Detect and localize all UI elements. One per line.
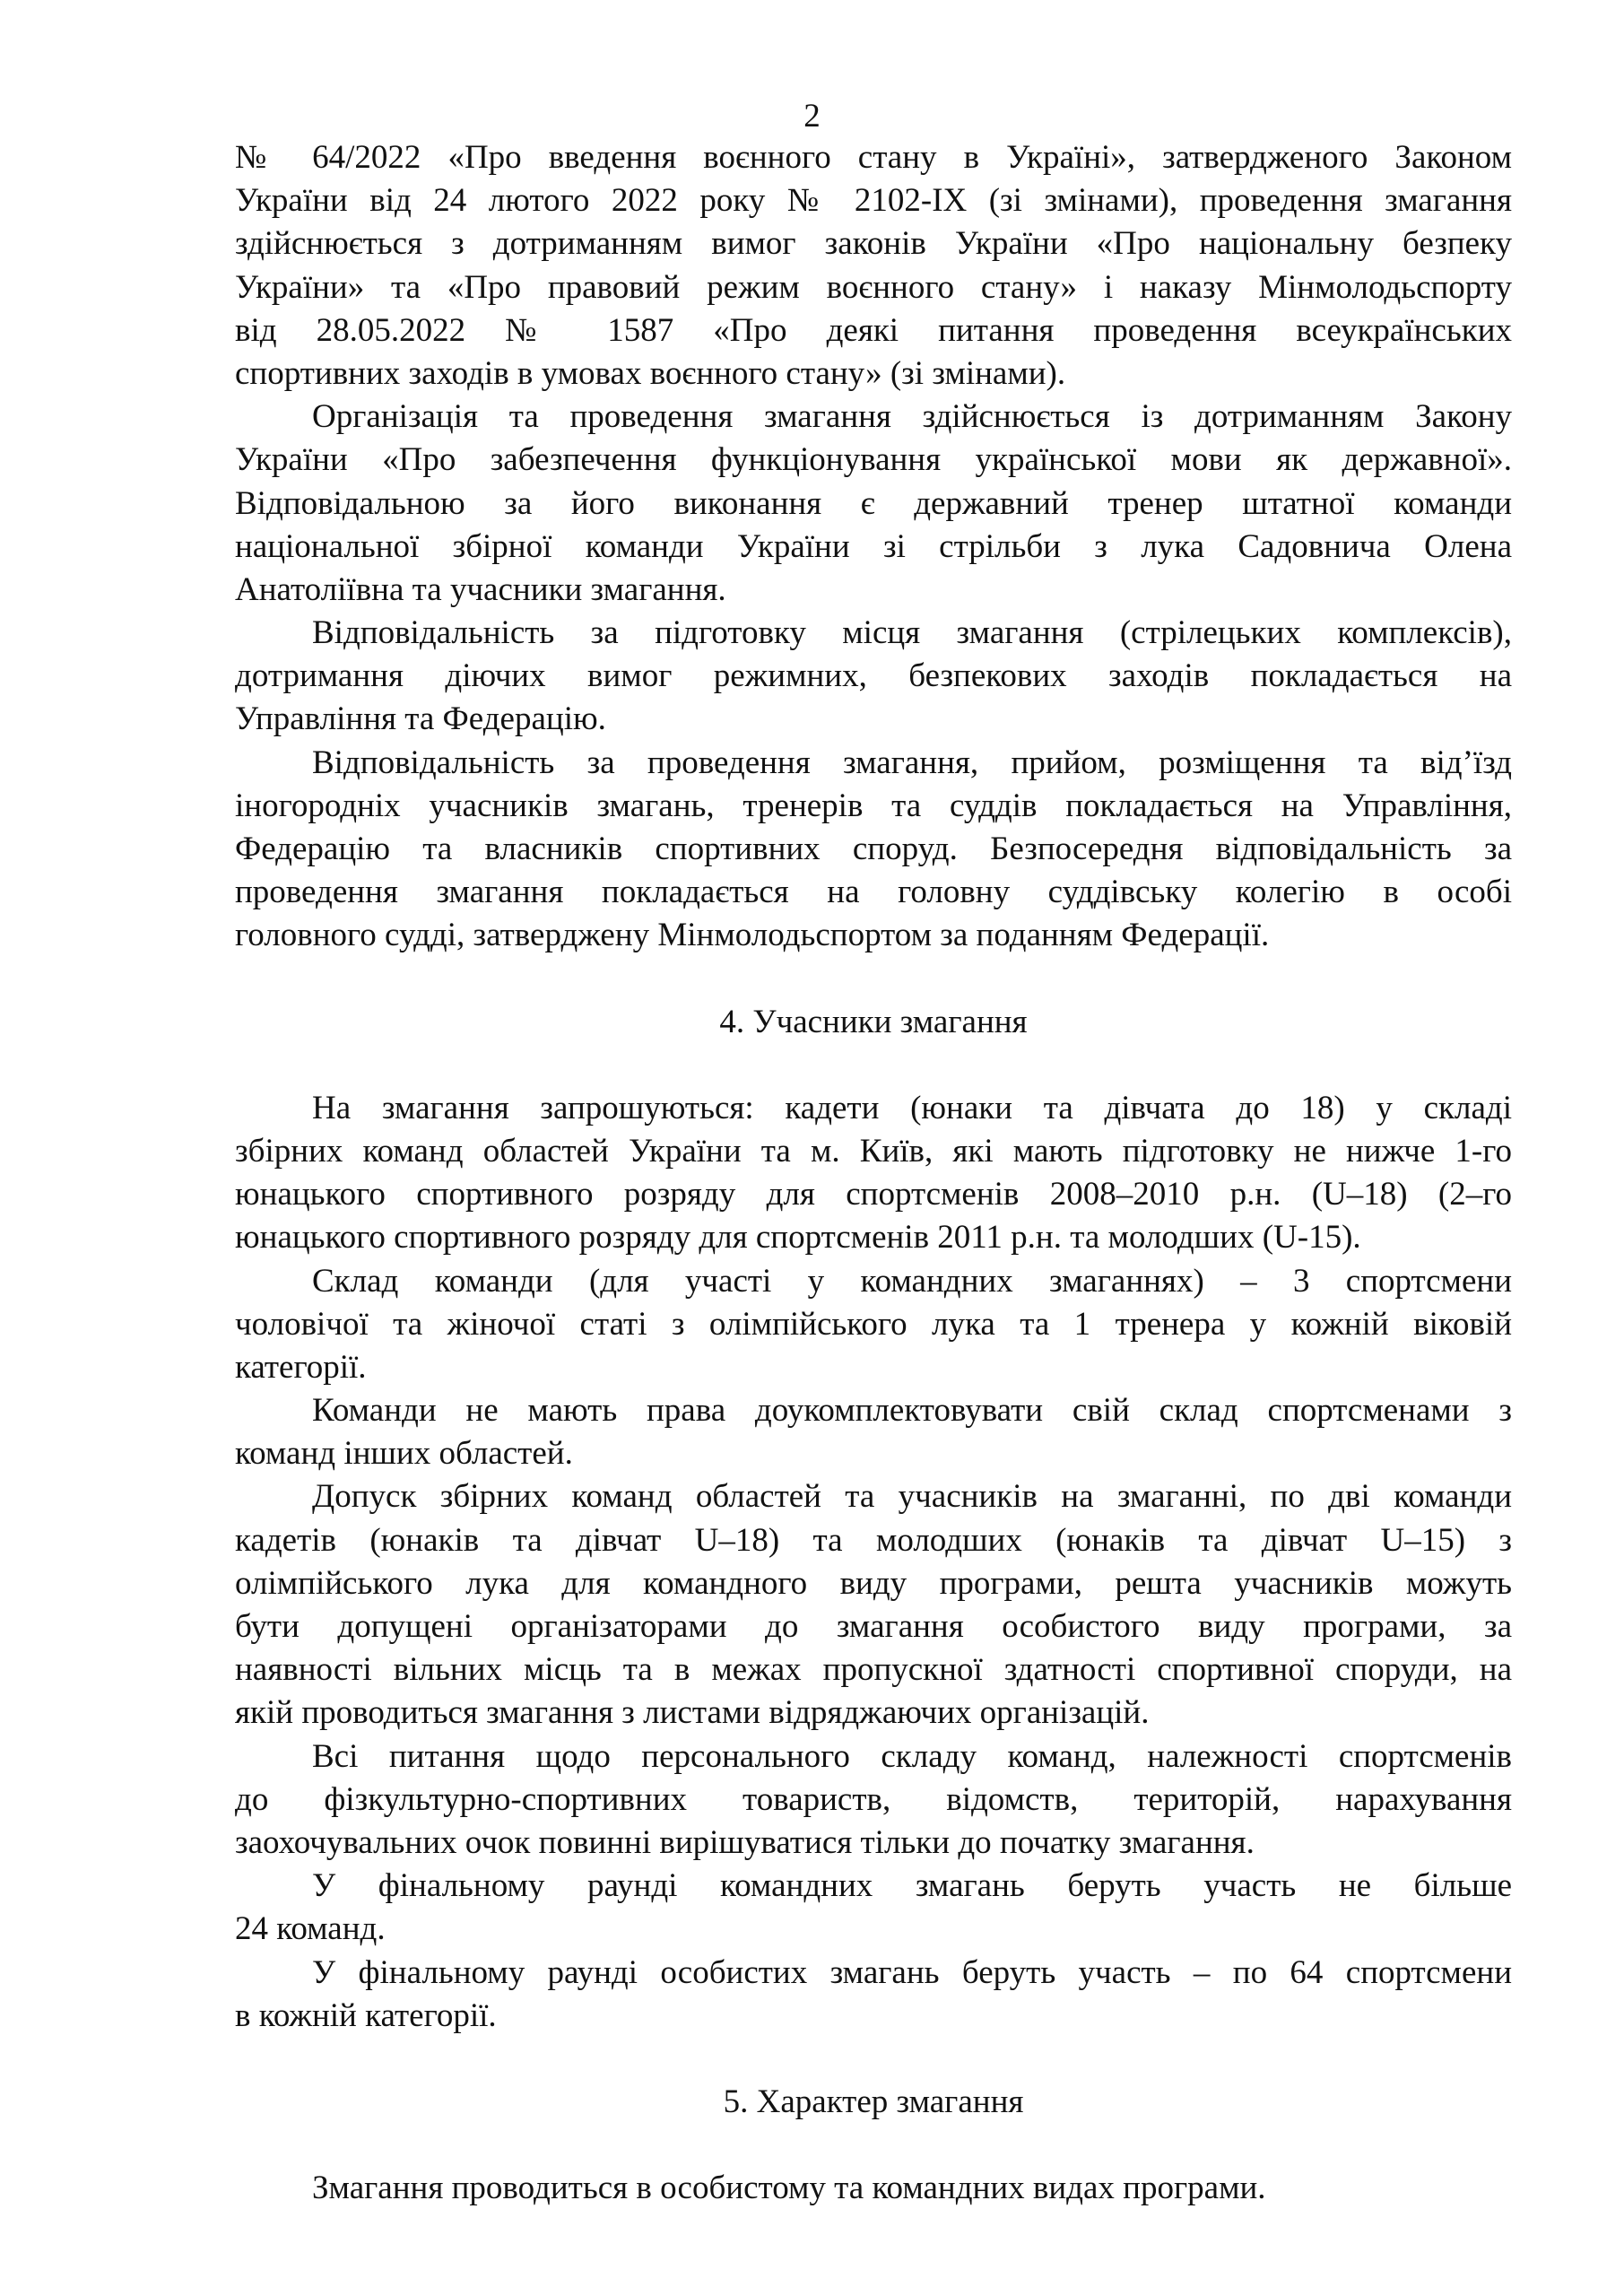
text-line: Федерацію та власників спортивних споруд. Безпосередня відповідальність за	[235, 831, 1512, 867]
page-number: 2	[803, 98, 821, 135]
paragraph	[235, 1260, 1512, 1390]
text-line: Всі питання щодо персонального складу команд, належності спортсменів	[312, 1737, 1512, 1775]
text-line: Команди не мають права доукомплектовувати свій склад спортсменами з	[312, 1392, 1512, 1430]
text-line: спортивних заходів в умовах воєнного стану» (зі змінами).	[235, 354, 1066, 392]
text-line: Склад команди (для участі у командних змаганнях) – 3 спортсмени	[312, 1262, 1512, 1300]
document-body	[235, 136, 1512, 2210]
text-line: України» та «Про правовий режим воєнного стану» і наказу Мінмолодьспорту	[235, 268, 1512, 306]
paragraph	[235, 1475, 1512, 1735]
text-line: кадетів (юнаків та дівчат U–18) та молодших (юнаків та дівчат U–15) з	[235, 1521, 1512, 1559]
text-line: 24 команд.	[235, 1910, 386, 1948]
text-line: На змагання запрошуються: кадети (юнаки та дівчата до 18) у складі	[312, 1089, 1512, 1126]
text-line: Відповідальною за його виконання є державний тренер штатної команди	[235, 484, 1512, 522]
paragraph	[235, 612, 1512, 742]
text-line: Відповідальність за підготовку місця змагання (стрілецьких комплексів),	[312, 614, 1512, 652]
text-line: юнацького спортивного розряду для спортсменів 2011 р.н. та молодших (U-15).	[235, 1219, 1361, 1257]
text-line: Допуск збірних команд областей та учасників на змаганні, по дві команди	[312, 1478, 1512, 1516]
text-line: від 28.05.2022 № 1587 «Про деякі питання проведення всеукраїнських	[235, 311, 1512, 349]
paragraph	[235, 1389, 1512, 1475]
text-line: головного судді, затверджену Мінмолодьспортом за поданням Федерації.	[235, 917, 1270, 954]
paragraph	[235, 1087, 1512, 1260]
text-line: України «Про забезпечення функціонування української мови як державної».	[235, 441, 1512, 479]
text-line: бути допущені організаторами до змагання особистого виду програми, за	[235, 1608, 1512, 1645]
paragraph	[235, 1735, 1512, 1866]
paragraph	[235, 1952, 1512, 2038]
text-line: до фізкультурно-спортивних товариств, відомств, територій, нарахування	[235, 1780, 1512, 1818]
text-line: Анатоліївна та учасники змагання.	[235, 570, 726, 608]
text-line: олімпійського лука для командного виду програми, решта учасників можуть	[235, 1564, 1512, 1602]
text-line: збірних команд областей України та м. Київ, які мають підготовку не нижче 1-го	[235, 1132, 1512, 1170]
paragraph	[235, 396, 1512, 612]
spacer	[235, 958, 1512, 1001]
paragraph	[235, 1865, 1512, 1951]
paragraph	[235, 742, 1512, 958]
text-line: наявності вільних місць та в межах пропускної здатності спортивної споруди, на	[235, 1651, 1512, 1689]
text-line: Управління та Федерацію.	[235, 700, 606, 738]
section-heading: 5. Характер змагання	[723, 2083, 1024, 2120]
text-line: проведення змагання покладається на головну суддівську колегію в особі	[235, 874, 1512, 911]
text-line: здійснюється з дотриманням вимог законів України «Про національну безпеку	[235, 225, 1512, 263]
spacer	[235, 1044, 1512, 1087]
text-line: юнацького спортивного розряду для спортсменів 2008–2010 р.н. (U–18) (2–го	[235, 1176, 1512, 1213]
paragraph	[235, 136, 1512, 396]
text-line: Відповідальність за проведення змагання, прийом, розміщення та від’їзд	[312, 744, 1512, 781]
text-line: України від 24 лютого 2022 року № 2102-IX (зі змінами), проведення змагання	[235, 182, 1512, 220]
text-line: У фінальному раунді командних змагань беруть участь не більше	[312, 1867, 1512, 1905]
text-line: національної збірної команди України зі стрільби з лука Садовнича Олена	[235, 527, 1512, 565]
text-line: дотримання діючих вимог режимних, безпекових заходів покладається на	[235, 657, 1512, 695]
text-line: команд інших областей.	[235, 1435, 573, 1473]
text-line: іногородніх учасників змагань, тренерів та суддів покладається на Управління,	[235, 787, 1512, 824]
text-line: якій проводиться змагання з листами відряджаючих організацій.	[235, 1694, 1150, 1732]
text-line: заохочувальних очок повинні вирішуватися тільки до початку змагання.	[235, 1823, 1255, 1861]
text-line: У фінальному раунді особистих змагань беруть участь – по 64 спортсмени	[312, 1953, 1512, 1991]
spacer	[235, 2038, 1512, 2081]
text-line: Організація та проведення змагання здійснюється із дотриманням Закону	[312, 398, 1512, 436]
text-line: чоловічої та жіночої статі з олімпійського лука та 1 тренера у кожній віковій	[235, 1305, 1512, 1343]
paragraph	[235, 2167, 1512, 2210]
spacer	[235, 2124, 1512, 2167]
text-line: Змагання проводиться в особистому та командних видах програми.	[312, 2170, 1266, 2207]
text-line: в кожній категорії.	[235, 1996, 497, 2034]
section-heading: 4. Учасники змагання	[719, 1003, 1028, 1040]
text-line: № 64/2022 «Про введення воєнного стану в Україні», затвердженого Законом	[235, 139, 1512, 176]
text-line: категорії.	[235, 1348, 367, 1386]
